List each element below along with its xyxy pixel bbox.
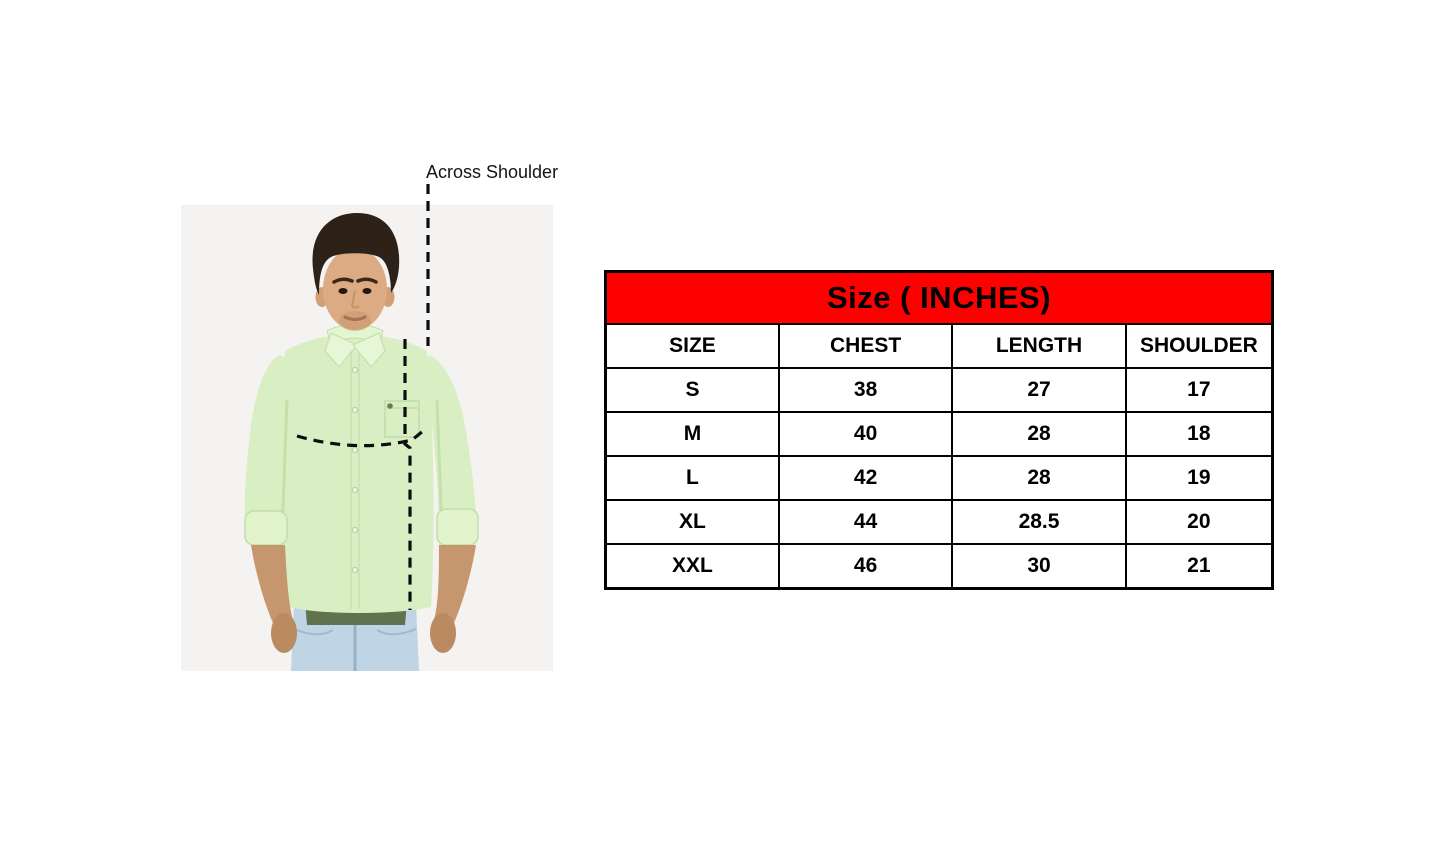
left-hand [271, 613, 297, 653]
table-row-s [606, 368, 1273, 412]
cell-chest: 42 [779, 456, 952, 500]
cell-shoulder: 20 [1126, 500, 1273, 544]
cell-size: M [606, 412, 779, 456]
cell-length: 30 [952, 544, 1125, 589]
cell-size: L [606, 456, 779, 500]
column-header-shoulder: SHOULDER [1126, 324, 1273, 368]
man-illustration [181, 205, 553, 671]
cell-chest: 44 [779, 500, 952, 544]
right-rolled-cuff [437, 509, 478, 545]
cell-length: 27 [952, 368, 1125, 412]
product-photo [181, 205, 553, 671]
size-table-title-row [606, 272, 1273, 325]
column-header-chest: CHEST [779, 324, 952, 368]
cell-shoulder: 21 [1126, 544, 1273, 589]
left-eye [339, 288, 348, 294]
right-hand [430, 613, 456, 653]
table-row-l [606, 456, 1273, 500]
left-rolled-cuff [245, 511, 287, 545]
column-header-size: SIZE [606, 324, 779, 368]
cell-size: XXL [606, 544, 779, 589]
cell-shoulder: 18 [1126, 412, 1273, 456]
pocket-button [387, 403, 393, 409]
cell-chest: 46 [779, 544, 952, 589]
cell-shoulder: 19 [1126, 456, 1273, 500]
table-row-xxl [606, 544, 1273, 589]
cell-chest: 38 [779, 368, 952, 412]
across-shoulder-label: Across Shoulder [426, 162, 559, 182]
table-row-xl [606, 500, 1273, 544]
cell-size: S [606, 368, 779, 412]
cell-size: XL [606, 500, 779, 544]
size-table [604, 270, 1274, 590]
size-table-header-row [606, 324, 1273, 368]
cell-chest: 40 [779, 412, 952, 456]
table-row-m [606, 412, 1273, 456]
cell-shoulder: 17 [1126, 368, 1273, 412]
size-table-title: Size ( INCHES) [606, 272, 1273, 325]
right-eye [363, 288, 372, 294]
cell-length: 28.5 [952, 500, 1125, 544]
cell-length: 28 [952, 412, 1125, 456]
cell-length: 28 [952, 456, 1125, 500]
column-header-length: LENGTH [952, 324, 1125, 368]
